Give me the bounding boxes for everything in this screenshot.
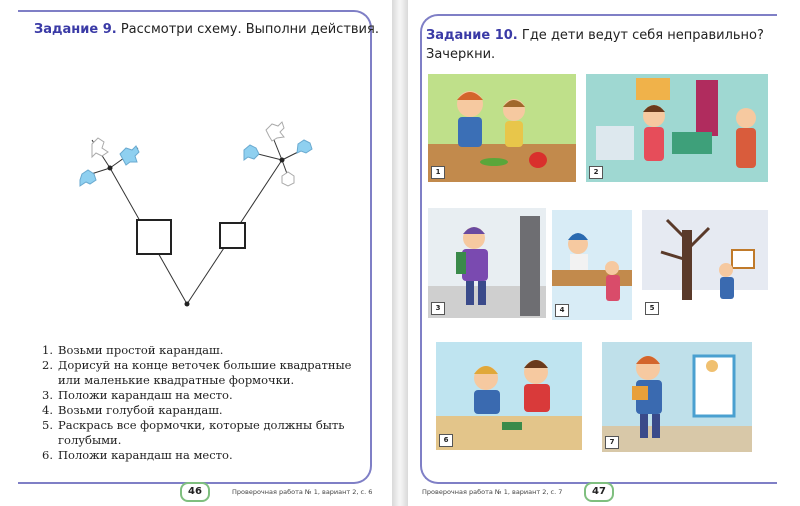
footer-right: Проверочная работа № 1, вариант 2, с. 7 (422, 488, 563, 496)
task-9-title (34, 20, 379, 39)
task-9-label: Задание 9. (34, 22, 117, 37)
large-square-shape (137, 220, 171, 254)
task-10-title (426, 26, 786, 64)
root-node (185, 302, 190, 307)
right-page (408, 0, 800, 506)
picture-number: 7 (605, 436, 619, 449)
book-gutter (392, 0, 408, 506)
picture-7[interactable] (602, 342, 752, 452)
page-number-left: 46 (180, 482, 210, 502)
task-10-label: Задание 10. (426, 28, 518, 43)
picture-6[interactable] (436, 342, 582, 450)
small-square-shape (220, 223, 245, 248)
leaf-white-shape (266, 122, 284, 141)
left-fork-node (108, 166, 113, 171)
picture-number: 3 (431, 302, 445, 315)
task-9-text: Рассмотри схему. Выполни действия. (120, 22, 379, 37)
instruction-item: 4. Возьми голубой карандаш. (42, 403, 223, 417)
leaf-white-shape (92, 138, 108, 157)
footer-left: Проверочная работа № 1, вариант 2, с. 6 (232, 488, 373, 496)
picture-number: 5 (645, 302, 659, 315)
right-fork-node (280, 158, 285, 163)
leaf-blue-shape (244, 145, 259, 160)
leaf-blue-shape (297, 140, 312, 153)
picture-5[interactable] (642, 210, 768, 318)
leaf-blue-shape (80, 170, 96, 186)
picture-number: 4 (555, 304, 569, 317)
picture-1[interactable] (428, 74, 576, 182)
instruction-list (42, 343, 362, 463)
page-number-right: 47 (584, 482, 614, 502)
instruction-item: 2. Дорисуй на конце веточек большие квадратные или маленькие квадратные формочки. (42, 358, 352, 387)
task-10-text: Где дети ведут себя неправильно? Зачеркни. (426, 28, 764, 62)
picture-2[interactable] (586, 74, 768, 182)
instruction-item: 6. Положи карандаш на место. (42, 448, 233, 462)
tree-diagram (70, 110, 330, 320)
instruction-item: 1. Возьми простой карандаш. (42, 343, 224, 357)
instruction-item: 5. Раскрась все формочки, которые должны быть голубыми. (42, 418, 345, 447)
picture-number: 6 (439, 434, 453, 447)
picture-4[interactable] (552, 210, 632, 320)
instruction-item: 3. Положи карандаш на место. (42, 388, 233, 402)
picture-number: 2 (589, 166, 603, 179)
leaf-blue-shape (120, 146, 139, 165)
picture-3[interactable] (428, 208, 546, 318)
left-page (0, 0, 392, 506)
picture-number: 1 (431, 166, 445, 179)
leaf-white-shape (282, 172, 294, 186)
